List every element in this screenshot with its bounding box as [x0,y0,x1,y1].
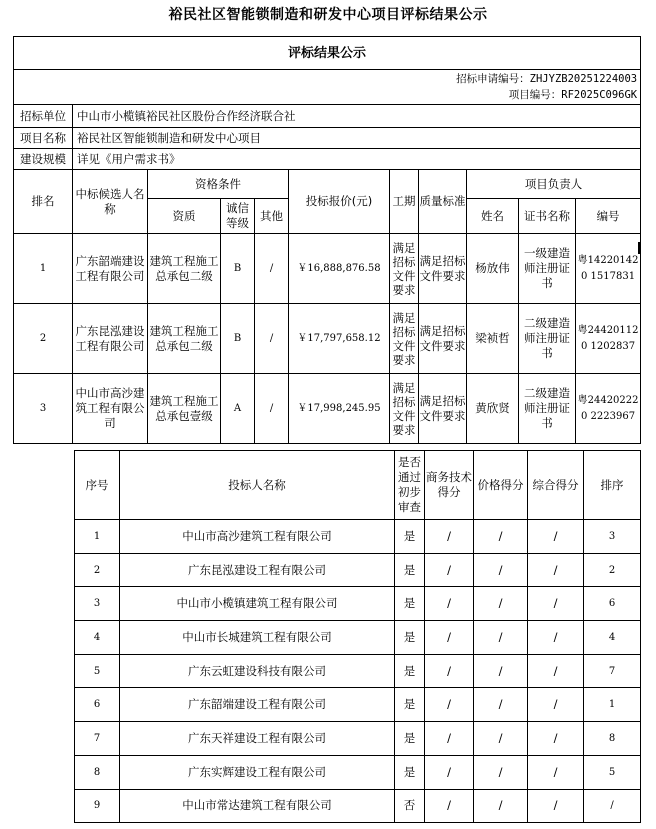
header-quality: 质量标准 [419,170,467,234]
bidder-name: 中山市长城建筑工程有限公司 [120,621,395,655]
bidder-name: 广东云虹建设科技有限公司 [120,654,395,688]
candidate-rank: 1 [14,234,73,304]
table-row [75,722,641,756]
header-period: 工期 [390,170,419,234]
candidate-name: 广东韶端建设工程有限公司 [73,234,148,304]
bidder-seq: 5 [75,654,120,688]
bidder-order: 8 [584,722,641,756]
bidder-total-score: / [528,621,584,655]
header-passed: 是否通过初步审查 [395,451,425,520]
bidder-passed: 是 [395,722,425,756]
header-price-score: 价格得分 [474,451,528,520]
candidate-qualification: 建筑工程施工总承包二级 [148,304,221,374]
bidder-name: 广东韶端建设工程有限公司 [120,688,395,722]
bidder-seq: 3 [75,587,120,621]
candidate-manager: 梁祯哲 [467,304,519,374]
bidder-name: 广东实辉建设工程有限公司 [120,755,395,789]
bidder-name: 广东天祥建设工程有限公司 [120,722,395,756]
candidate-cert-no: 粤142201420 1517831 [576,234,641,304]
candidate-credit: B [221,304,255,374]
bidder-passed: 是 [395,755,425,789]
bidder-passed: 是 [395,621,425,655]
bidder-name: 中山市小榄镇建筑工程有限公司 [120,587,395,621]
candidate-qualification: 建筑工程施工总承包二级 [148,234,221,304]
candidate-other: / [255,304,289,374]
header-bidder: 投标人名称 [120,451,395,520]
header-name: 姓名 [467,199,519,234]
bidder-price-score: / [474,654,528,688]
candidate-qualification: 建筑工程施工总承包壹级 [148,374,221,444]
table-row [75,789,641,823]
header-total-score: 综合得分 [528,451,584,520]
candidate-price: ￥17,797,658.12 [289,304,390,374]
bidder-passed: 是 [395,688,425,722]
bidder-seq: 7 [75,722,120,756]
bidder-order: 6 [584,587,641,621]
header-seq: 序号 [75,451,120,520]
candidate-period: 满足招标文件要求 [390,374,419,444]
candidate-credit: B [221,234,255,304]
bidder-seq: 6 [75,688,120,722]
scale-label: 建设规模 [14,149,73,170]
candidate-name: 广东昆泓建设工程有限公司 [73,304,148,374]
header-qual-type: 资质 [148,199,221,234]
margin-mark [638,242,640,254]
evaluation-result-table [13,36,641,444]
bidder-ranking-table [74,450,641,823]
bidder-order: 7 [584,654,641,688]
bidder-order: 3 [584,520,641,554]
candidate-quality: 满足招标文件要求 [419,234,467,304]
candidate-name: 中山市高沙建筑工程有限公司 [73,374,148,444]
candidate-cert-no: 粤244202220 2223967 [576,374,641,444]
candidate-cert: 二级建造师注册证书 [519,304,576,374]
document-title: 裕民社区智能锁制造和研发中心项目评标结果公示 [168,7,488,23]
bidder-seq: 9 [75,789,120,823]
candidate-rank: 2 [14,304,73,374]
table-row [75,654,641,688]
candidate-price: ￥17,998,245.95 [289,374,390,444]
bidder-seq: 1 [75,520,120,554]
candidate-other: / [255,374,289,444]
bidder-biz-score: / [425,654,474,688]
header-order: 排序 [584,451,641,520]
bidder-price-score: / [474,789,528,823]
bidder-passed: 是 [395,654,425,688]
bidder-passed: 否 [395,789,425,823]
bidder-passed: 是 [395,553,425,587]
bidder-total-score: / [528,520,584,554]
candidate-cert: 二级建造师注册证书 [519,374,576,444]
scale-value: 详见《用户需求书》 [73,149,641,170]
candidate-credit: A [221,374,255,444]
candidate-period: 满足招标文件要求 [390,234,419,304]
table-row [75,688,641,722]
bidder-total-score: / [528,722,584,756]
header-credit: 诚信等级 [221,199,255,234]
table-row [75,553,641,587]
bidder-price-score: / [474,520,528,554]
candidate-cert-no: 粤244201120 1202837 [576,304,641,374]
bidder-biz-score: / [425,587,474,621]
bidder-price-score: / [474,587,528,621]
candidate-manager: 黄欣贤 [467,374,519,444]
application-number: 招标申请编号：ZHJYZB20251224003 [456,73,638,85]
candidate-rank: 3 [14,374,73,444]
candidate-price: ￥16,888,876.58 [289,234,390,304]
bidder-total-score: / [528,553,584,587]
header-price: 投标报价(元) [289,170,390,234]
candidate-other: / [255,234,289,304]
candidate-row [14,304,641,374]
bidder-biz-score: / [425,789,474,823]
table-row [75,621,641,655]
candidate-quality: 满足招标文件要求 [419,304,467,374]
bidder-total-score: / [528,789,584,823]
bidder-order: 1 [584,688,641,722]
bidder-order: 4 [584,621,641,655]
candidate-period: 满足招标文件要求 [390,304,419,374]
bidder-biz-score: / [425,520,474,554]
bidder-total-score: / [528,755,584,789]
bidder-order: 5 [584,755,641,789]
bidder-seq: 4 [75,621,120,655]
candidate-quality: 满足招标文件要求 [419,374,467,444]
project-value: 裕民社区智能锁制造和研发中心项目 [73,128,641,149]
bidder-total-score: / [528,688,584,722]
bidder-passed: 是 [395,520,425,554]
bidder-biz-score: / [425,621,474,655]
candidate-manager: 杨放伟 [467,234,519,304]
table-row [75,755,641,789]
bidder-price-score: / [474,722,528,756]
bidder-name: 中山市常达建筑工程有限公司 [120,789,395,823]
bidder-price-score: / [474,688,528,722]
tenderer-value: 中山市小榄镇裕民社区股份合作经济联合社 [73,105,641,128]
project-label: 项目名称 [14,128,73,149]
subtitle: 评标结果公示 [14,37,641,70]
bidder-seq: 2 [75,553,120,587]
header-manager: 项目负责人 [467,170,641,199]
header-cert-name: 证书名称 [519,199,576,234]
bidder-total-score: / [528,654,584,688]
table-row [75,587,641,621]
header-cert-no: 编号 [576,199,641,234]
bidder-biz-score: / [425,755,474,789]
bidder-biz-score: / [425,722,474,756]
header-biz-score: 商务技术得分 [425,451,474,520]
project-number: 项目编号：RF2025C096GK [508,89,638,101]
bidder-order: 2 [584,553,641,587]
header-other: 其他 [255,199,289,234]
bidder-seq: 8 [75,755,120,789]
bidder-price-score: / [474,553,528,587]
bidder-biz-score: / [425,688,474,722]
bidder-price-score: / [474,621,528,655]
serial-numbers [14,70,641,105]
header-qualification: 资格条件 [148,170,289,199]
table-row [75,520,641,554]
bidder-price-score: / [474,755,528,789]
bidder-passed: 是 [395,587,425,621]
bidder-name: 中山市高沙建筑工程有限公司 [120,520,395,554]
bidder-biz-score: / [425,553,474,587]
candidate-cert: 一级建造师注册证书 [519,234,576,304]
tenderer-label: 招标单位 [14,105,73,128]
candidate-row [14,234,641,304]
candidate-row [14,374,641,444]
header-candidate: 中标候选人名称 [73,170,148,234]
bidder-name: 广东昆泓建设工程有限公司 [120,553,395,587]
header-rank: 排名 [14,170,73,234]
bidder-total-score: / [528,587,584,621]
bidder-order: / [584,789,641,823]
